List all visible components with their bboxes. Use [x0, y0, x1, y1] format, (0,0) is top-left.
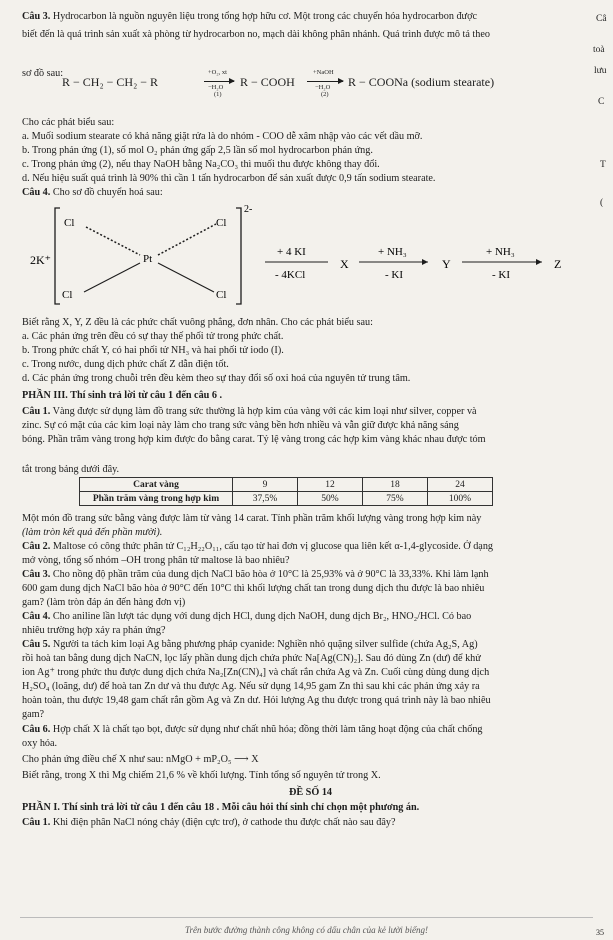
arrow1-top-label: +O₂, xt — [208, 69, 227, 76]
part3-heading: PHẦN III. Thí sinh trả lời từ câu 1 đến câu 6 . — [22, 390, 223, 401]
reactant: R − CH₂ − CH₂ − R — [62, 75, 159, 89]
exam-title: ĐỀ SỐ 14 — [288, 787, 333, 798]
edge-fragment: lưu — [594, 66, 607, 76]
chloride-ligand: Cl — [216, 289, 227, 301]
arrow2-reagent: + NH₃ — [378, 246, 407, 258]
footer-motto: Trên bước đường thành công không có dấu chân của kẻ lười biếng! — [184, 925, 429, 935]
p3-q4-line-2: nhiêu trường hợp xảy ra phản ứng? — [22, 625, 166, 636]
carat-table — [79, 477, 493, 506]
q3-line-1: Câu 3. Hydrocarbon là nguồn nguyên liệu trong tổng hợp hữu cơ. Một trong các chuyển hóa hydrocarbon được — [22, 11, 477, 22]
p3-q5-line-4: H₂SO₄ (loãng, dư) để hoà tan Zn dư và thu được Ag. Nếu sử dụng 14,95 gam Zn thì sau khi các phản ứng xảy ra — [22, 681, 480, 692]
intermediate: R − COOH — [240, 75, 295, 89]
table-cell: 37,5% — [233, 492, 298, 506]
arrow1 — [204, 81, 234, 82]
arrow2-byproduct: - KI — [385, 269, 404, 281]
arrow3-reagent: + NH₃ — [486, 246, 515, 258]
table-cell: 24 — [428, 478, 493, 492]
p3-q1-line-3: bóng. Phần trăm vàng trong hợp kim được đo bằng carat. Tỷ lệ vàng trong các hợp kim vàng khác nhau được tóm — [22, 434, 486, 445]
p3-q2-line-2: mở vòng, tổng số nhóm –OH trong phân tử maltose là bao nhiêu? — [22, 555, 290, 566]
table-cell: 18 — [363, 478, 428, 492]
arrow1-reagent: + 4 KI — [277, 246, 306, 258]
p3-q2-line-1: Câu 2. Maltose có công thức phân tử C₁₂H₂₂O₁₁, cấu tạo từ hai đơn vị glucose qua liên kết α-1,4-glycoside. Ở dạng — [22, 541, 494, 552]
arrow1-number: (1) — [214, 91, 222, 98]
q3-statement-a: a. Muối sodium stearate có khả năng giặt rửa là do nhóm - COO dễ xâm nhập vào các vết dầu mỡ. — [22, 131, 423, 142]
p3-q1-line-2: zinc. Sự có mặt của các kim loại này làm cho trang sức vàng bền hơn nhiều và vẫn giữ được khả năng sáng — [22, 420, 459, 431]
q4-complex-scheme — [22, 200, 602, 310]
table-cell: 100% — [428, 492, 493, 506]
pt-center: Pt — [143, 253, 153, 265]
edge-fragment: ( — [600, 198, 604, 208]
table-header-carat: Carat vàng — [80, 478, 233, 492]
q4-heading: Câu 4. Cho sơ đồ chuyển hoá sau: — [22, 187, 163, 198]
exam-q1: Câu 1. Khi điện phân NaCl nóng chảy (điện cực trơ), ở cathode thu được chất nào sau đây? — [22, 817, 396, 828]
compound-z: Z — [554, 257, 562, 271]
p3-q5-line-1: Câu 5. Người ta tách kim loại Ag bằng phương pháp cyanide: Nghiền nhỏ quặng silver sulfide (chứa Ag₂S, Ag) — [22, 639, 478, 650]
p3-q6-line-1: Câu 6. Hợp chất X là chất tạo bọt, được sử dụng như chất nhũ hóa; đồng thời làm tăng hoạt động của chất chống — [22, 724, 483, 735]
hashed-bond — [86, 227, 140, 255]
table-header-percent: Phần trăm vàng trong hợp kim — [80, 492, 233, 506]
arrow2-top-label: +NaOH — [313, 69, 334, 76]
p3-q1-line-1: Câu 1. Vàng được sử dụng làm đồ trang sức thường là hợp kim của vàng với các kim loại như silver, copper và — [22, 406, 477, 417]
page-number: 35 — [596, 928, 604, 937]
p3-q5-line-6: gam? — [22, 709, 45, 720]
p3-q6-line-2: oxy hóa. — [22, 738, 58, 749]
p3-q5-line-2: rồi hoà tan bằng dung dịch NaCN, lọc lấy phần dung dịch chứa phức Na[Ag(CN)₂]. Sau đó dùng Zn (dư) để khử — [22, 653, 481, 664]
q4-statement-d: d. Các phản ứng trong chuỗi trên đều kèm theo sự thay đổi số oxi hoá của nguyên tử trung tâm. — [22, 373, 411, 384]
p3-q1-line-5: Một món đồ trang sức bằng vàng được làm từ vàng 14 carat. Tính phần trăm khối lượng vàng trong hợp kim này — [22, 513, 482, 524]
q4-statement-c: c. Trong nước, dung dịch phức chất Z dẫn điện tốt. — [22, 359, 229, 370]
p3-q6-line-4: Biết rằng, trong X thì Mg chiếm 21,6 % về khối lượng. Tính tổng số nguyên tử trong X. — [22, 770, 381, 781]
footer-divider — [20, 917, 593, 918]
p3-q4-line-1: Câu 4. Cho aniline lần lượt tác dụng với dung dịch HCl, dung dịch NaOH, dung dịch Br₂, HNO₂/HCl. Có bao — [22, 611, 472, 622]
arrow1-bottom-label: −H₂O — [208, 84, 224, 91]
arrow1-byproduct: - 4KCl — [275, 269, 306, 281]
q4-statement-b: b. Trong phức chất Y, có hai phối tử NH₃ và hai phối tử iodo (I). — [22, 345, 284, 356]
p3-q1-line-6: (làm tròn kết quả đến phần mười). — [22, 527, 163, 538]
potassium-coefficient: 2K⁺ — [30, 253, 51, 267]
product: R − COONa (sodium stearate) — [348, 75, 495, 89]
p3-q3-line-1: Câu 3. Cho nồng độ phần trăm của dung dịch NaCl bão hòa ở 10°C là 25,93% và ở 90°C là 33,33%. Khi làm lạnh — [22, 569, 489, 580]
edge-fragment: T — [600, 160, 606, 170]
q3-statement-c: c. Trong phản ứng (2), nếu thay NaOH bằng Na₂CO₃ thì muối thu được không thay đổi. — [22, 159, 380, 170]
complex-charge: 2- — [244, 204, 253, 215]
p3-q1-line-4: tắt trong bảng dưới đây. — [22, 464, 120, 475]
plain-bond — [84, 263, 140, 292]
table-row — [80, 478, 493, 492]
p3-q6-line-3: Cho phản ứng điều chế X như sau: nMgO + mP₂O₅ ⟶ X — [22, 754, 259, 765]
q4-intro: Biết rằng X, Y, Z đều là các phức chất vuông phẳng, đơn nhân. Cho các phát biểu sau: — [22, 317, 373, 328]
q4-statement-a: a. Các phản ứng trên đều có sự thay thế phối tử trong phức chất. — [22, 331, 284, 342]
plain-bond — [158, 263, 214, 292]
p3-q5-line-5: hoàn toàn, thu được 19,48 gam chất rắn gồm Ag và Zn dư. Hỏi lượng Ag thu được trong quá trình này là bao nhiêu — [22, 695, 491, 706]
arrow3-byproduct: - KI — [492, 269, 511, 281]
p3-q3-line-3: gam? (làm tròn đáp án đến hàng đơn vị) — [22, 597, 186, 608]
chloride-ligand: Cl — [64, 217, 75, 229]
exam-part1-heading: PHẦN I. Thí sinh trả lời từ câu 1 đến câu 18 . Mỗi câu hỏi thí sinh chỉ chọn một phương án. — [22, 802, 420, 813]
edge-fragment: Câ — [596, 14, 607, 24]
compound-y: Y — [442, 257, 451, 271]
table-cell: 50% — [298, 492, 363, 506]
chloride-ligand: Cl — [216, 217, 227, 229]
p3-q3-line-2: 600 gam dung dịch NaCl bão hòa ở 90°C đến 10°C thì khối lượng chất tan trong dung dịch thu được là bao nhiêu — [22, 583, 485, 594]
chloride-ligand: Cl — [62, 289, 73, 301]
table-cell: 75% — [363, 492, 428, 506]
arrow2-number: (2) — [321, 91, 329, 98]
q3-statement-d: d. Nếu hiệu suất quá trình là 90% thì cần 1 tấn hydrocarbon để sản xuất được 0,9 tấn sodium stearate. — [22, 173, 436, 184]
q3-statement-b: b. Trong phản ứng (1), số mol O₂ phản ứng gấp 2,5 lần số mol hydrocarbon phản ứng. — [22, 145, 373, 156]
arrow2-bottom-label: −H₂O — [315, 84, 331, 91]
q3-intro: Cho các phát biểu sau: — [22, 117, 115, 128]
table-cell: 12 — [298, 478, 363, 492]
p3-q5-line-3: ion Ag⁺ trong phức thu được dung dịch chứa Na₂[Zn(CN)₄] và chất rắn chứa Ag và Zn. Cuối cùng dùng dung dịch — [22, 667, 490, 678]
table-cell: 9 — [233, 478, 298, 492]
arrow2 — [307, 81, 343, 82]
q3-line-3: sơ đồ sau: — [22, 68, 64, 79]
edge-fragment: toà — [593, 45, 605, 55]
compound-x: X — [340, 257, 349, 271]
table-row — [80, 492, 493, 506]
hashed-bond — [158, 224, 216, 255]
edge-fragment: C — [598, 97, 605, 107]
q3-line-2: biết đến là quá trình sản xuất xà phòng từ hydrocarbon no, mạch dài không phân nhánh. Quá trình được mô tả theo — [22, 29, 490, 40]
